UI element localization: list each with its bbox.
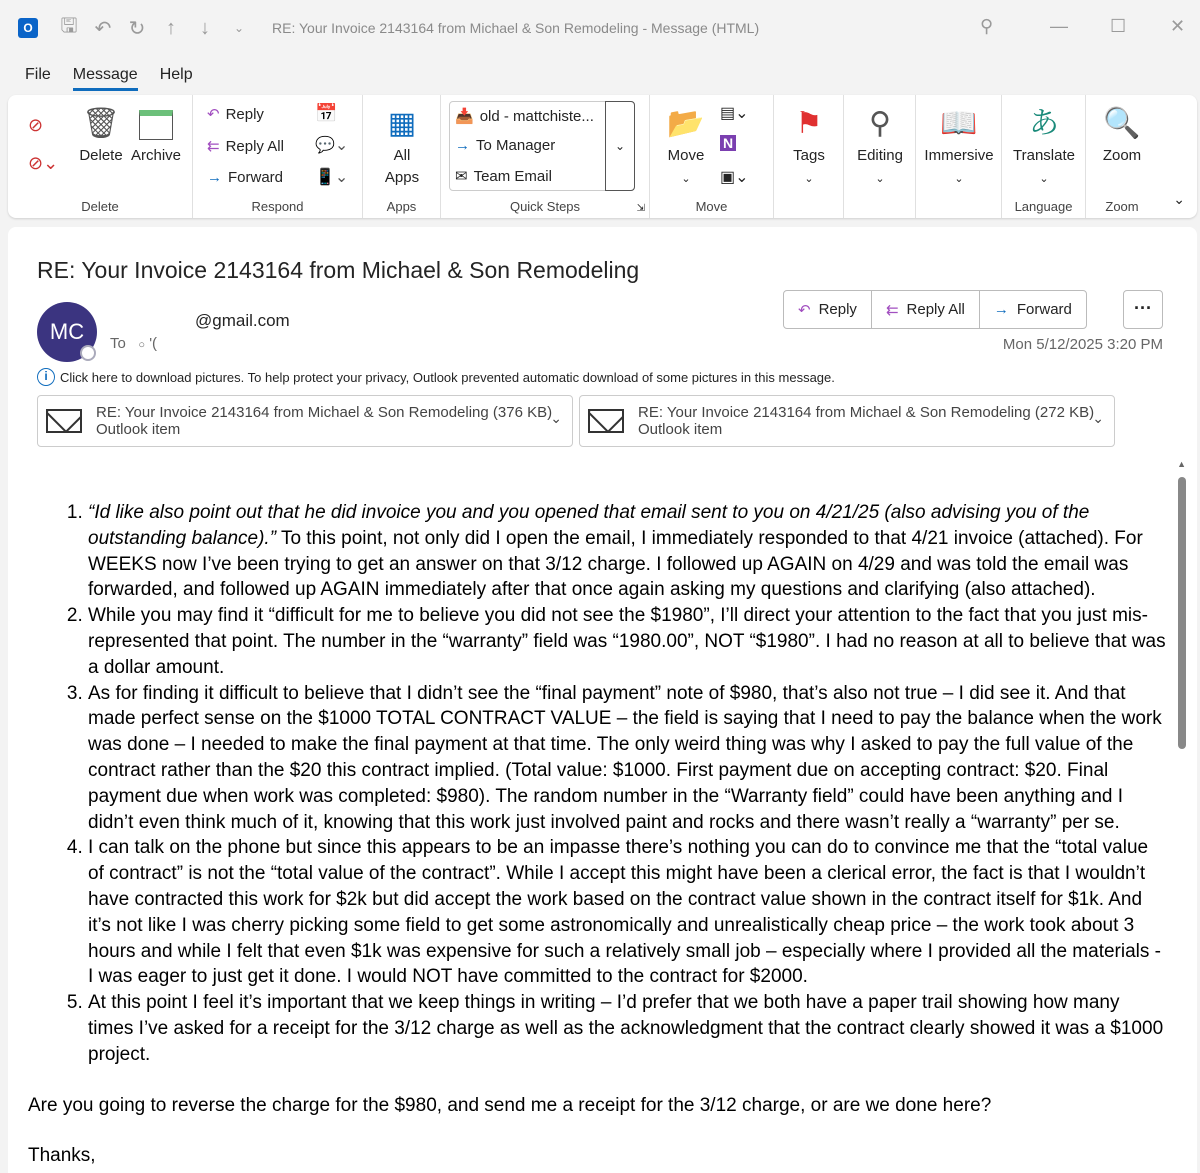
- apps-group: ▦ All Apps Apps: [363, 95, 441, 218]
- archive-icon: [130, 103, 182, 145]
- reply-all-icon: ⇇: [885, 301, 899, 319]
- list-item: 5. At this point I feel it’s important that we keep things in writing – I’d prefer that we both have a paper trail showing how many times I’ve asked for a receipt for the 3/12 charge as well as the acknowledgment that the contract clearly showed it was a $1000 project.: [88, 990, 1168, 1067]
- language-group: あ Translate ⌄ Language: [1002, 95, 1086, 218]
- close-button[interactable]: ✕: [1170, 16, 1186, 36]
- immersive-reader-button[interactable]: 📖 Immersive ⌄: [922, 103, 996, 190]
- list-item: 4. I can talk on the phone but since this appears to be an impasse there’s nothing you can do to convince me that the “total value of contract” is not the “total value of the contract”. While I accept this might have been a clerical error, the fact is that I wouldn’t have contracted this work for $2k but did accept the work based on the contract value shown in the contract itself for $1k. And it’s not like I was cherry picking some field to get some astronomically and unrealistically cheap price – the work took about 3 hours and while I felt that even $1k was expensive for such a relatively small job – especially where I provided all the materials - I was eager to just get it done. I would NOT have committed to the contract for $2000.: [88, 835, 1168, 990]
- flag-icon: ⚑: [795, 107, 823, 140]
- translate-icon: あ: [1029, 107, 1059, 140]
- quick-step-team-email[interactable]: ✉ Team Email: [455, 167, 552, 185]
- onenote-icon[interactable]: N: [720, 135, 736, 151]
- quick-step-to-manager[interactable]: → To Manager: [455, 137, 556, 154]
- redo-icon[interactable]: ↻: [128, 17, 146, 40]
- dialog-launcher-icon[interactable]: ⇲: [636, 203, 645, 214]
- outlook-logo-icon: O: [18, 18, 38, 38]
- recipients: To ○ '(: [110, 335, 158, 352]
- quick-steps-group: ⌄ 📥 old - mattchiste... → To Manager ✉ Team Email Quick Steps ⇲: [441, 95, 650, 218]
- trash-icon: 🗑: [81, 107, 121, 140]
- list-item: 3. As for finding it difficult to believe that I didn’t see the “final payment” note of $980, that’s also not true – I did see it. And that made perfect sense on the $1000 TOTAL CONTRACT VALUE – the field is saying that I need to pay the balance when the work was done – I needed to make the final payment at that time. The only weird thing was why I asked to pay the full value of the contract rather than the $20 this contract implied. (Total value: $1000. First payment due on accepting contract: $20. Final payment due when work was completed: $980). The random number in the “Warranty field” could have been anything and I didn’t even think much of it, knowing that this work just involved paint and rocks and there wasn’t really a “warranty” per se.: [88, 681, 1168, 836]
- menu-help[interactable]: Help: [159, 66, 193, 83]
- quick-step-old[interactable]: 📥 old - mattchiste...: [455, 107, 594, 125]
- immersive-reader-icon: 📖: [940, 107, 978, 140]
- reply-action-button[interactable]: ↶ Reply: [784, 291, 872, 328]
- move-folder-icon: 📂: [667, 107, 705, 140]
- all-apps-button[interactable]: ▦ All Apps: [377, 103, 427, 189]
- next-item-icon[interactable]: ↓: [200, 16, 210, 39]
- forward-action-button[interactable]: → Forward: [993, 301, 1072, 318]
- meeting-reply-icon[interactable]: 📅: [315, 103, 338, 123]
- ribbon-collapse-icon[interactable]: ⌄: [1173, 191, 1185, 207]
- move-to-folder-icon: 📥: [455, 108, 474, 125]
- search-editing-icon: ⚲: [869, 107, 891, 140]
- reply-all-action-button[interactable]: ⇇ Reply All: [872, 291, 980, 328]
- message-subject: RE: Your Invoice 2143164 from Michael & Son Remodeling: [37, 257, 640, 283]
- reply-button[interactable]: ↶ Reply: [207, 105, 264, 123]
- chevron-down-icon[interactable]: ⌄: [1092, 410, 1104, 426]
- list-item: 2. While you may find it “difficult for me to believe you did not see the $1980”, I’ll direct your attention to the fact that you just mis-represented that point. The number in the “warranty” field was “1980.00”, NOT “$1980”. I had no reason at all to believe that was a dollar amount.: [88, 603, 1168, 680]
- envelope-icon: [46, 409, 82, 433]
- menu-bar: [25, 66, 193, 91]
- scroll-up-icon[interactable]: ▲: [1177, 459, 1186, 469]
- ignore-icon[interactable]: ⊘: [28, 115, 44, 135]
- window-title: RE: Your Invoice 2143164 from Michael & Son Remodeling - Message (HTML): [272, 20, 760, 36]
- editing-group: [844, 95, 916, 218]
- title-bar: [0, 0, 1200, 56]
- more-actions-button[interactable]: ···: [1123, 290, 1163, 329]
- menu-file[interactable]: File: [25, 66, 51, 83]
- rules-icon[interactable]: ▤⌄: [720, 105, 749, 122]
- scrollbar[interactable]: [1178, 477, 1186, 749]
- undo-icon[interactable]: ↶: [94, 17, 112, 40]
- presence-icon: [80, 345, 96, 361]
- reply-all-button[interactable]: ⇇ Reply All: [207, 137, 284, 155]
- list-item: 1. “Id like also point out that he did invoice you and you opened that email sent to you on 4/21/25 (also advising you of the outstanding balance).” To this point, not only did I open the email, I immediately responded to that 4/21 invoice (attached). For WEEKS now I’ve been trying to get an answer on that 3/12 charge. I followed up AGAIN on 4/29 and was told the email was forwarded, and followed up AGAIN immediately after that once again asking my questions and clarifying (also attached).: [88, 500, 1168, 603]
- search-icon[interactable]: ⚲: [980, 16, 994, 36]
- quick-steps-expand-button[interactable]: ⌄: [605, 101, 635, 191]
- chevron-down-icon[interactable]: ⌄: [550, 410, 562, 426]
- attachment-1[interactable]: RE: Your Invoice 2143164 from Michael & Son Remodeling (376 KB) Outlook item ⌄: [37, 395, 573, 447]
- sender-address[interactable]: @gmail.com: [195, 311, 290, 330]
- im-reply-icon[interactable]: 💬⌄: [315, 137, 349, 154]
- translate-button[interactable]: あ Translate ⌄: [1008, 103, 1080, 190]
- tags-button[interactable]: ⚑ Tags ⌄: [784, 103, 834, 190]
- move-group: 📂 Move ⌄ ▤⌄ N ▣⌄ Move: [650, 95, 774, 218]
- maximize-button[interactable]: ☐: [1110, 16, 1127, 36]
- arrow-right-icon: →: [455, 137, 470, 154]
- magnifier-icon: 🔍: [1103, 107, 1141, 140]
- info-icon: i: [37, 368, 55, 386]
- closing-question: Are you going to reverse the charge for the $980, and send me a receipt for the 3/12 charge, or are we done here?: [28, 1094, 992, 1116]
- minimize-button[interactable]: —: [1050, 16, 1068, 36]
- apps-grid-icon: ▦: [387, 107, 417, 140]
- reply-icon: ↶: [798, 301, 811, 319]
- download-pictures-bar[interactable]: i Click here to download pictures. To help protect your privacy, Outlook prevented automatic download of some pictures in this message.: [37, 368, 835, 386]
- reading-pane: [8, 227, 1197, 1173]
- customize-toolbar-icon[interactable]: ⌄: [233, 21, 245, 35]
- forward-icon: →: [207, 169, 222, 186]
- move-button[interactable]: 📂 Move ⌄: [662, 103, 710, 190]
- forward-icon: →: [993, 301, 1009, 318]
- tags-group: [774, 95, 844, 218]
- envelope-icon: ✉: [455, 168, 468, 185]
- respond-group: ↶ Reply ⇇ Reply All → Forward 📅 💬⌄ 📱⌄ Respond: [193, 95, 363, 218]
- more-respond-icon[interactable]: 📱⌄: [315, 169, 349, 186]
- recipient[interactable]: '(: [149, 335, 158, 352]
- save-icon[interactable]: 🖫: [60, 15, 78, 37]
- message-actions: [783, 290, 1087, 329]
- sent-date: Mon 5/12/2025 3:20 PM: [1002, 336, 1163, 353]
- zoom-group: 🔍 Zoom Zoom: [1086, 95, 1158, 218]
- block-sender-icon[interactable]: ⊘⌄: [28, 153, 59, 173]
- zoom-button[interactable]: 🔍 Zoom: [1092, 103, 1152, 167]
- reply-icon: ↶: [207, 106, 220, 123]
- message-body: [28, 500, 1168, 1169]
- immersive-group: [916, 95, 1002, 218]
- signoff: Thanks,: [28, 1145, 96, 1167]
- actions-icon[interactable]: ▣⌄: [720, 169, 749, 186]
- archive-button[interactable]: Archive: [130, 103, 182, 167]
- previous-item-icon[interactable]: ↑: [166, 16, 176, 39]
- envelope-icon: [588, 409, 624, 433]
- menu-message[interactable]: Message: [73, 66, 138, 91]
- delete-group: ⊘ ⊘⌄ 🗑 Delete Archive Delete: [8, 95, 193, 218]
- editing-button[interactable]: ⚲ Editing ⌄: [850, 103, 910, 190]
- reply-all-icon: ⇇: [207, 138, 220, 155]
- forward-button[interactable]: → Forward: [207, 169, 284, 186]
- avatar[interactable]: MC: [37, 302, 97, 362]
- delete-button[interactable]: 🗑 Delete: [78, 103, 124, 167]
- attachment-2[interactable]: RE: Your Invoice 2143164 from Michael & Son Remodeling (272 KB) Outlook item ⌄: [579, 395, 1115, 447]
- ribbon: [8, 95, 1197, 218]
